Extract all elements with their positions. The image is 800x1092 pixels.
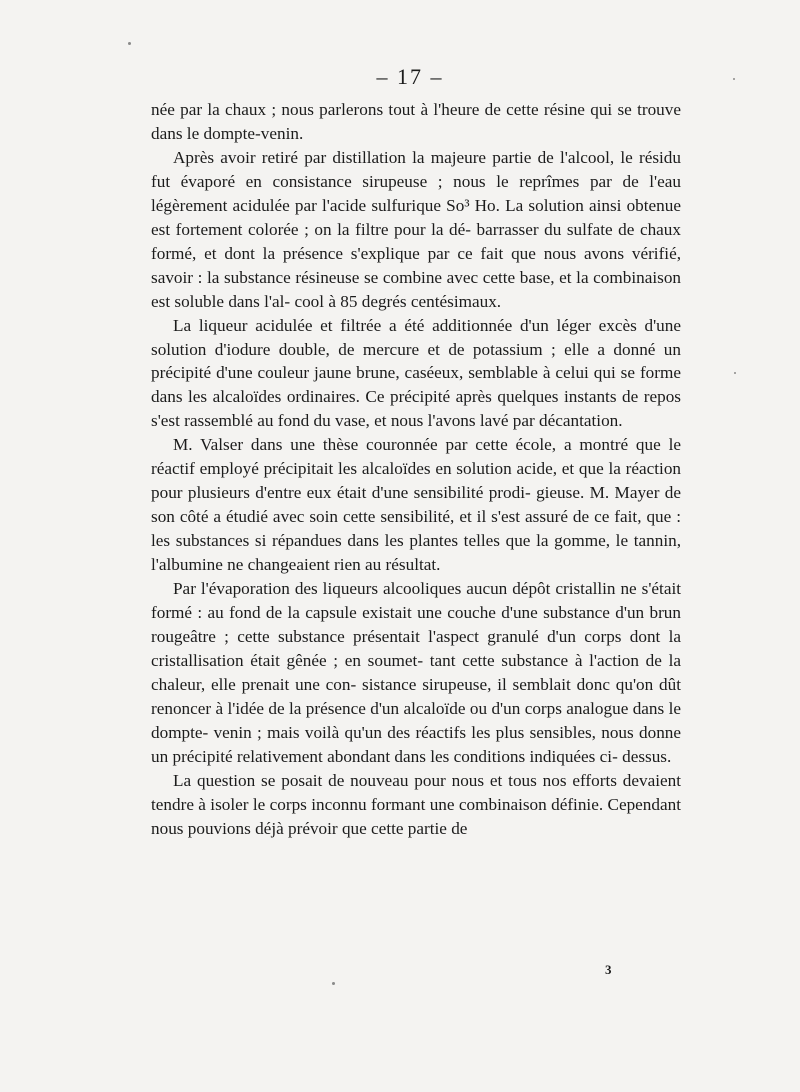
text-line: née par la chaux ; nous parlerons tout à l'heure de cette résine qui [151, 100, 613, 119]
paragraph [151, 769, 681, 841]
text-line: et il s'est assuré de ce fait, que : les substances si répandues dans [151, 507, 681, 551]
paper-speck [128, 42, 131, 45]
paragraph [151, 314, 681, 434]
text-line: les plantes telles que la gomme, le tannin, l'albumine ne changeaient [151, 531, 682, 575]
text-line: La liqueur acidulée et filtrée a été additionnée d'un léger excès [173, 315, 637, 335]
text-line: par de l'eau légèrement acidulée par l'acide sulfurique So³ Ho. La [151, 171, 682, 215]
text-line: La question se posait de nouveau pour nous et tous nos efforts [173, 770, 617, 790]
paragraph [151, 146, 681, 314]
text-line: se combine avec cette base, et la combinaison est soluble dans l'al- [151, 267, 682, 311]
text-line: par ce fait que nous avons vérifié, savoir : la substance résineuse [151, 243, 681, 287]
text-line: un précipité relativement abondant dans les conditions indiquées ci- [151, 746, 618, 766]
text-line: M. Valser dans une thèse couronnée par cette école, a montré que [173, 435, 661, 455]
text-line: Après avoir retiré par distillation la majeure partie de l'alcool, [173, 147, 615, 167]
text-line: substance d'un brun rougeâtre ; cette substance présentait l'aspect [151, 603, 681, 646]
text-line: solution ainsi obtenue est fortement colorée ; on la filtre pour la dé- [151, 195, 681, 239]
text-line: granulé d'un corps dont la cristallisation était gênée ; en soumet- [151, 626, 682, 670]
text-line: définie. Cependant nous pouvions déjà prévoir que cette partie de [151, 794, 681, 838]
text-line: cool à 85 degrés centésimaux. [294, 291, 502, 311]
text-line: gieuse. M. Mayer de son côté a étudié avec soin cette sensibilité, [151, 483, 681, 527]
text-line: tant cette substance à l'action de la chaleur, elle prenait une con- [151, 650, 681, 694]
text-line: donné un précipité d'une couleur jaune brune, caséeux, semblable à [151, 339, 681, 383]
text-line: d'une solution d'iodure double, de mercure et de potassium ; elle a [151, 315, 681, 359]
text-line: l'avons lavé par décantation. [427, 411, 623, 431]
text-line: dessus. [622, 746, 672, 766]
text-line: venin ; mais voilà qu'un des réactifs les plus sensibles, nous donne [213, 722, 682, 742]
text-line: la réaction pour plusieurs d'entre eux était d'une sensibilité prodi- [151, 459, 682, 503]
paragraph [151, 577, 681, 769]
paragraph [151, 98, 681, 146]
text-line: la présence d'un alcaloïde ou d'un corps analogue dans le dompte- [151, 698, 681, 742]
text-line: le réactif employé précipitait les alcaloïdes en solution acide, et que [151, 435, 681, 479]
text-line: celui qui se forme dans les alcaloïdes ordinaires. Ce précipité après [151, 363, 681, 407]
text-line: Par l'évaporation des liqueurs alcooliques aucun dépôt cristallin [173, 579, 616, 599]
text-line: rien au résultat. [334, 555, 441, 575]
text-line: quelques instants de repos s'est rassemblé au fond du vase, et nous [151, 387, 681, 431]
page-number: – 17 – [376, 64, 444, 89]
paragraph [151, 433, 681, 577]
text-line: sistance sirupeuse, il semblait donc qu'on dût renoncer à l'idée de [151, 674, 681, 718]
paper-speck [332, 982, 335, 985]
text-line: ne s'était formé : au fond de la capsule existait une couche d'une [151, 579, 681, 623]
text-line: le résidu fut évaporé en consistance sirupeuse ; nous le reprîmes [151, 147, 681, 191]
paper-speck [734, 372, 736, 374]
text-line: devaient tendre à isoler le corps inconnu formant une combinaison [151, 770, 681, 814]
text-line: se trouve dans le dompte-venin. [151, 100, 681, 143]
paper-speck [733, 78, 735, 80]
body-text [151, 98, 681, 841]
signature-mark: 3 [605, 962, 612, 977]
text-line: barrasser du sulfate de chaux formé, et dont la présence s'explique [151, 219, 681, 263]
